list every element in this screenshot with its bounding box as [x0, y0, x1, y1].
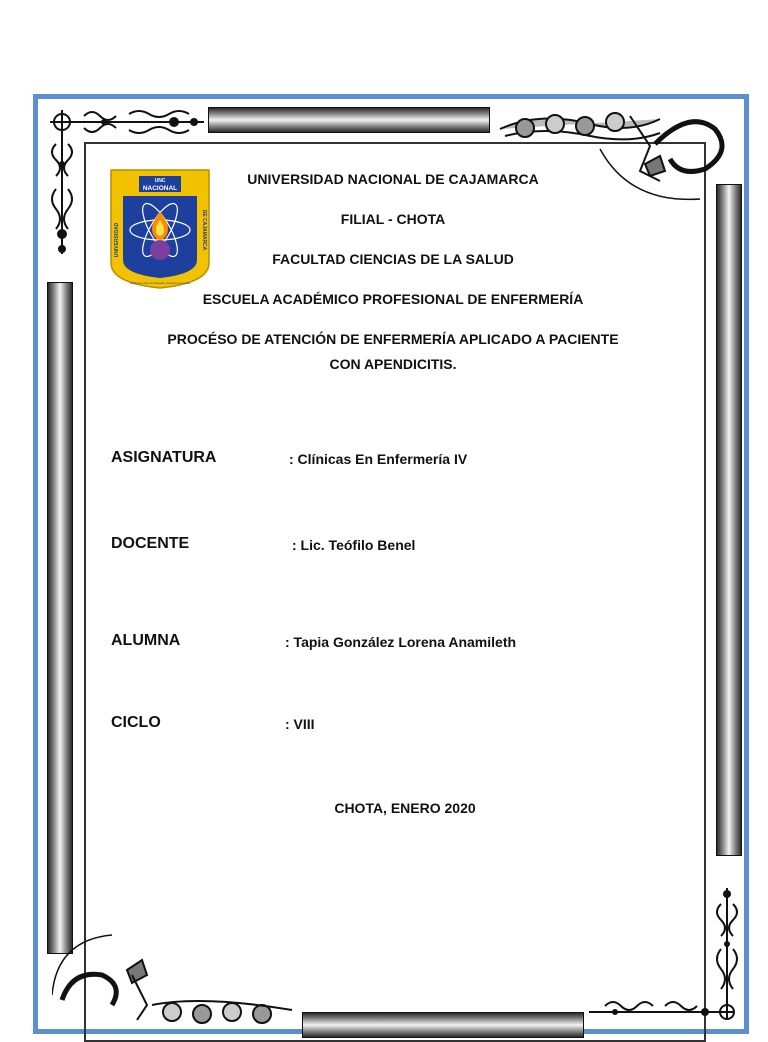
- right-metal-bar: [716, 184, 742, 856]
- topic-line-1: PROCÉSO DE ATENCIÓN DE ENFERMERÍA APLICADO A PACIENTE: [167, 331, 619, 347]
- course-value: : Clínicas En Enfermería IV: [289, 451, 468, 467]
- bottom-left-scroll-ornament: [52, 930, 297, 1024]
- university-name: UNIVERSIDAD NACIONAL DE CAJAMARCA: [247, 171, 539, 187]
- teacher-label: DOCENTE: [111, 535, 190, 552]
- course-label: ASIGNATURA: [111, 449, 217, 466]
- bottom-metal-bar: [302, 1012, 584, 1038]
- student-value: : Tapia González Lorena Anamileth: [285, 634, 517, 650]
- branch-name: FILIAL - CHOTA: [340, 211, 446, 227]
- logo-unc-text: UNC: [154, 178, 166, 184]
- top-right-scroll-ornament: [495, 104, 740, 204]
- faculty-name: FACULTAD CIENCIAS DE LA SALUD: [272, 251, 514, 267]
- school-name: ESCUELA ACADÉMICO PROFESIONAL DE ENFERMERÍA: [202, 291, 584, 307]
- left-metal-bar: [47, 282, 73, 954]
- topic-line-2: CON APENDICITIS.: [329, 356, 457, 372]
- student-label: ALUMNA: [111, 632, 181, 649]
- university-shield-logo: [109, 168, 211, 290]
- top-metal-bar: [208, 107, 490, 133]
- place-and-date: CHOTA, ENERO 2020: [334, 800, 476, 816]
- cycle-value: : VIII: [285, 716, 315, 732]
- logo-left-text: UNIVERSIDAD: [114, 222, 120, 258]
- teacher-value: : Lic. Teófilo Benel: [292, 537, 416, 553]
- bottom-right-filigree-ornament: [585, 884, 745, 1024]
- logo-motto-text: Forjando la vida a la búsqueda y defensa de la verdad: [129, 282, 191, 285]
- logo-name-text: NACIONAL: [142, 185, 178, 192]
- logo-right-text: DE CAJAMARCA: [201, 209, 207, 251]
- cycle-label: CICLO: [111, 714, 161, 731]
